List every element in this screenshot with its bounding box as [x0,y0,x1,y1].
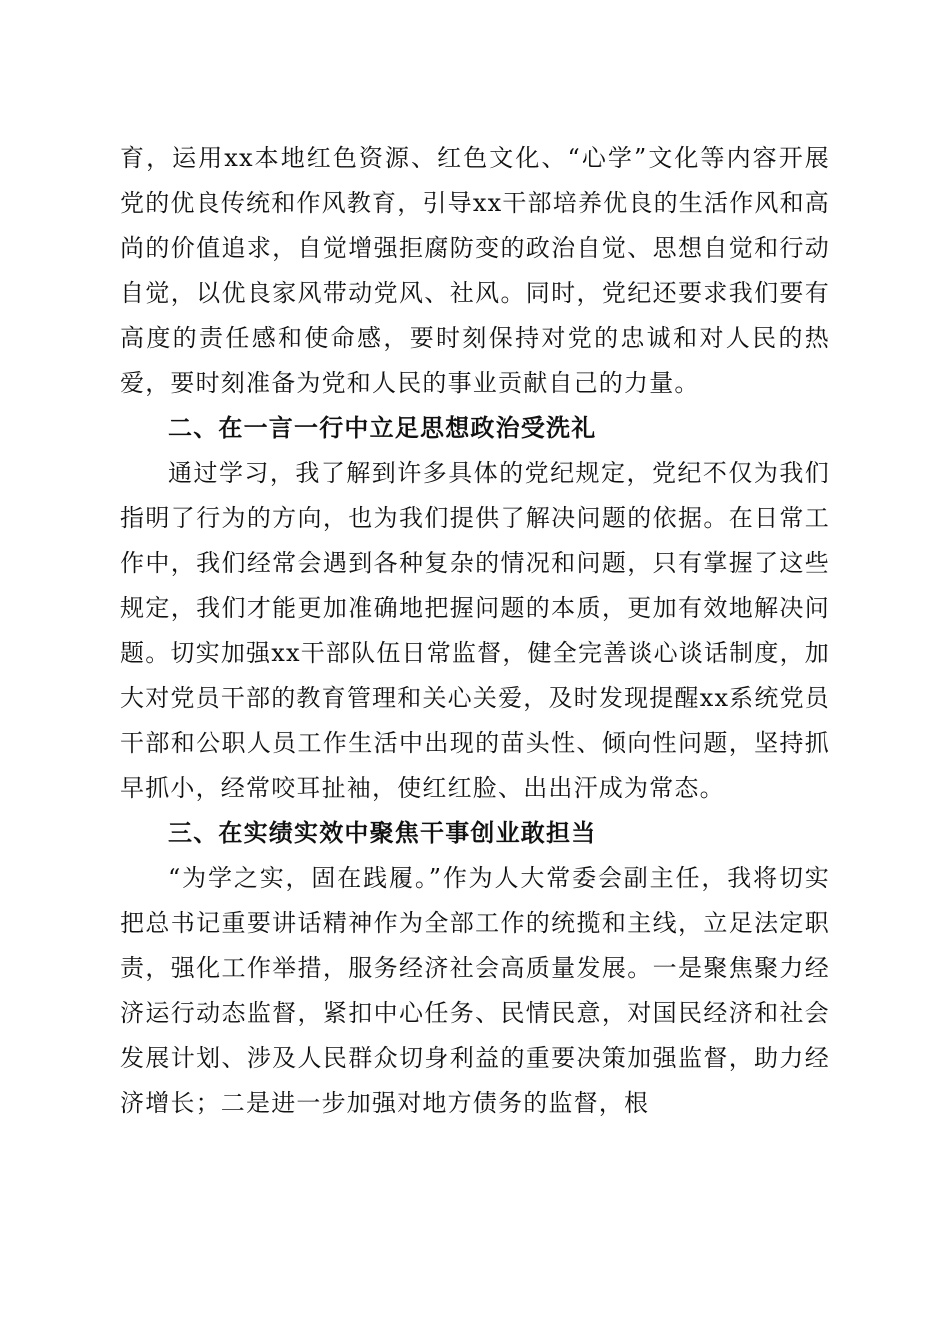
paragraph-section-three: “为学之实，固在践履。”作为人大常委会副主任，我将切实把总书记重要讲话精神作为全部工作的统揽和主线，立足法定职责，强化工作举措，服务经济社会高质量发展。一是聚焦聚力经济运行动态监督，紧扣中心任务、民情民意，对国民经济和社会发展计划、涉及人民群众切身利益的重要决策加强监督，助力经济增长；二是进一步加强对地方债务的监督，根 [120,864,830,1117]
document-body [120,136,830,1126]
section-heading-three: 三、在实绩实效中聚焦干事创业敢担当 [168,819,597,847]
paragraph-section-two: 通过学习，我了解到许多具体的党纪规定，党纪不仅为我们指明了行为的方向，也为我们提供了解决问题的依据。在日常工作中，我们经常会遇到各种复杂的情况和问题，只有掌握了这些规定，我们才能更加准确地把握问题的本质，更加有效地解决问题。切实加强xx干部队伍日常监督，健全完善谈心谈话制度，加大对党员干部的教育管理和关心关爱，及时发现提醒xx系统党员干部和公职人员工作生活中出现的苗头性、倾向性问题，坚持抓早抓小，经常咬耳扯袖，使红红脸、出出汗成为常态。 [120,459,830,802]
paragraph-continuation: 育，运用xx本地红色资源、红色文化、“心学”文化等内容开展党的优良传统和作风教育，引导xx干部培养优良的生活作风和高尚的价值追求，自觉增强拒腐防变的政治自觉、思想自觉和行动自觉，以优良家风带动党风、社风。同时，党纪还要求我们要有高度的责任感和使命感，要时刻保持对党的忠诚和对人民的热爱，要时刻准备为党和人民的事业贡献自己的力量。 [120,144,830,397]
section-heading-two: 二、在一言一行中立足思想政治受洗礼 [168,414,597,442]
